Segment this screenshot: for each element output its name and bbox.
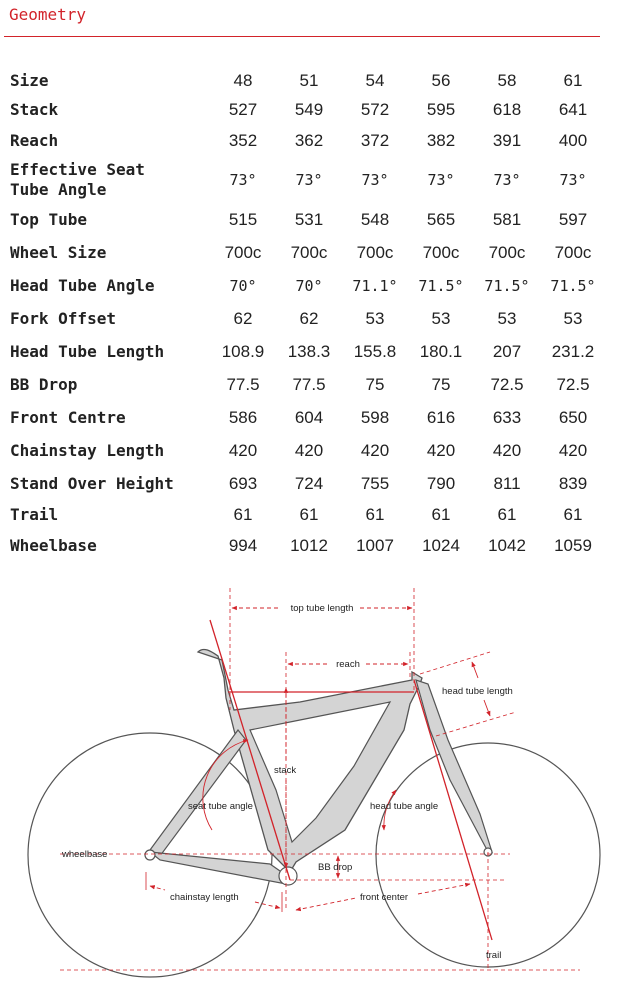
value-cell: 53: [563, 308, 583, 328]
value-cell: 71.5°: [484, 276, 530, 295]
table-row-trail: [0, 500, 606, 529]
row-label: Size: [10, 70, 49, 90]
label-trail: trail: [486, 950, 502, 961]
size-cell: 48: [233, 70, 253, 90]
value-cell: 391: [492, 130, 522, 150]
size-cell: 54: [365, 70, 385, 90]
value-cell: 633: [492, 407, 522, 427]
value-cell: 231.2: [551, 341, 595, 361]
value-cell: 382: [426, 130, 456, 150]
value-cell: 62: [299, 308, 319, 328]
table-row-effective-seat-tube-angle: [0, 157, 606, 203]
value-cell: 108.9: [221, 341, 265, 361]
row-label: [0, 157, 210, 203]
value-cell: 53: [431, 308, 451, 328]
value-cell: 531: [294, 209, 324, 229]
value-cell: 73°: [229, 171, 257, 189]
value-cell: 700c: [554, 242, 592, 262]
value-cell: 994: [228, 535, 258, 555]
value-cell: 586: [228, 407, 258, 427]
table-row-top-tube: [0, 203, 606, 236]
value-cell: 565: [426, 209, 456, 229]
row-label-line: Tube Angle: [10, 180, 107, 199]
value-cell: 598: [360, 407, 390, 427]
table-row-wheelbase: [0, 529, 606, 562]
value-cell: 515: [228, 209, 258, 229]
value-cell: 372: [360, 130, 390, 150]
row-label: Head Tube Length: [10, 341, 165, 361]
row-label: Trail: [10, 504, 59, 524]
value-cell: 700c: [356, 242, 394, 262]
value-cell: 53: [497, 308, 517, 328]
value-cell: 549: [294, 99, 324, 119]
row-label: Wheelbase: [10, 535, 97, 555]
label-top-tube-length: top tube length: [290, 603, 354, 614]
value-cell: 724: [294, 473, 324, 493]
row-label: BB Drop: [10, 374, 78, 394]
table-row-bb-drop: [0, 368, 606, 401]
value-cell: 362: [294, 130, 324, 150]
label-head-tube-length: head tube length: [442, 686, 513, 697]
table-row-reach: [0, 124, 606, 157]
value-cell: 73°: [559, 171, 587, 189]
geometry-heading: Geometry: [9, 5, 87, 24]
value-cell: 581: [492, 209, 522, 229]
value-cell: 73°: [493, 171, 521, 189]
label-seat-tube-angle: seat tube angle: [188, 801, 253, 812]
value-cell: 75: [365, 374, 385, 394]
value-cell: 71.1°: [352, 276, 398, 295]
value-cell: 77.5: [226, 374, 260, 394]
label-wheelbase: wheelbase: [62, 849, 108, 860]
table-row-size: [0, 66, 606, 95]
value-cell: 400: [558, 130, 588, 150]
value-cell: 155.8: [353, 341, 397, 361]
table-row-head-tube-length: [0, 335, 606, 368]
value-cell: 72.5: [490, 374, 524, 394]
size-cell: 58: [497, 70, 517, 90]
value-cell: 73°: [427, 171, 455, 189]
table-row-stack: [0, 95, 606, 124]
value-cell: 73°: [295, 171, 323, 189]
label-stack: stack: [274, 765, 297, 776]
value-cell: 595: [426, 99, 456, 119]
value-cell: 420: [492, 440, 522, 460]
label-reach: reach: [336, 659, 360, 670]
row-label: Fork Offset: [10, 308, 116, 328]
value-cell: 1007: [356, 535, 394, 555]
value-cell: 71.5°: [418, 276, 464, 295]
value-cell: 641: [558, 99, 588, 119]
value-cell: 71.5°: [550, 276, 596, 295]
label-front-center: front center: [360, 892, 409, 903]
label-bb-drop: BB drop: [318, 862, 353, 873]
value-cell: 616: [426, 407, 456, 427]
value-cell: 70°: [229, 276, 257, 295]
value-cell: 420: [558, 440, 588, 460]
value-cell: 839: [558, 473, 588, 493]
value-cell: 420: [294, 440, 324, 460]
value-cell: 61: [563, 504, 583, 524]
value-cell: 811: [493, 473, 521, 493]
value-cell: 700c: [290, 242, 328, 262]
value-cell: 1042: [488, 535, 526, 555]
size-cell: 61: [563, 70, 583, 90]
size-cell: 51: [299, 70, 319, 90]
value-cell: 1024: [422, 535, 460, 555]
value-cell: 572: [360, 99, 390, 119]
value-cell: 420: [360, 440, 390, 460]
value-cell: 61: [365, 504, 385, 524]
value-cell: 70°: [295, 276, 323, 295]
bike-geometry-diagram: [0, 580, 619, 980]
value-cell: 207: [492, 341, 522, 361]
table-row-stand-over-height: [0, 467, 606, 500]
table-row-fork-offset: [0, 302, 606, 335]
row-label: Stand Over Height: [10, 473, 174, 493]
size-cell: 56: [431, 70, 451, 90]
value-cell: 700c: [422, 242, 460, 262]
row-label: Front Centre: [10, 407, 126, 427]
value-cell: 755: [360, 473, 390, 493]
value-cell: 53: [365, 308, 385, 328]
value-cell: 420: [426, 440, 456, 460]
value-cell: 61: [233, 504, 253, 524]
value-cell: 790: [426, 473, 456, 493]
table-row-wheel-size: [0, 236, 606, 269]
value-cell: 61: [431, 504, 451, 524]
geometry-table: [0, 66, 606, 562]
value-cell: 693: [228, 473, 258, 493]
label-chainstay-length: chainstay length: [170, 892, 239, 903]
value-cell: 77.5: [292, 374, 326, 394]
value-cell: 62: [233, 308, 253, 328]
value-cell: 604: [294, 407, 324, 427]
value-cell: 61: [497, 504, 517, 524]
table-row-front-centre: [0, 401, 606, 434]
value-cell: 352: [228, 130, 258, 150]
table-row-head-tube-angle: [0, 269, 606, 302]
value-cell: 650: [558, 407, 588, 427]
value-cell: 180.1: [419, 341, 463, 361]
row-label: Stack: [10, 99, 59, 119]
table-row-chainstay-length: [0, 434, 606, 467]
value-cell: 75: [431, 374, 451, 394]
row-label: Top Tube: [10, 209, 88, 229]
heading-divider: [4, 36, 600, 37]
value-cell: 597: [558, 209, 588, 229]
row-label-line: Effective Seat: [10, 160, 145, 179]
value-cell: 700c: [224, 242, 262, 262]
value-cell: 61: [299, 504, 319, 524]
value-cell: 618: [492, 99, 522, 119]
label-head-tube-angle: head tube angle: [370, 801, 439, 812]
value-cell: 73°: [361, 171, 389, 189]
value-cell: 420: [228, 440, 258, 460]
value-cell: 72.5: [556, 374, 590, 394]
value-cell: 527: [228, 99, 258, 119]
value-cell: 548: [360, 209, 390, 229]
row-label: Wheel Size: [10, 242, 107, 262]
value-cell: 700c: [488, 242, 526, 262]
row-label: Head Tube Angle: [10, 275, 155, 295]
value-cell: 1012: [290, 535, 328, 555]
value-cell: 1059: [554, 535, 592, 555]
row-label: Reach: [10, 130, 59, 150]
value-cell: 138.3: [287, 341, 331, 361]
row-label: Chainstay Length: [10, 440, 165, 460]
